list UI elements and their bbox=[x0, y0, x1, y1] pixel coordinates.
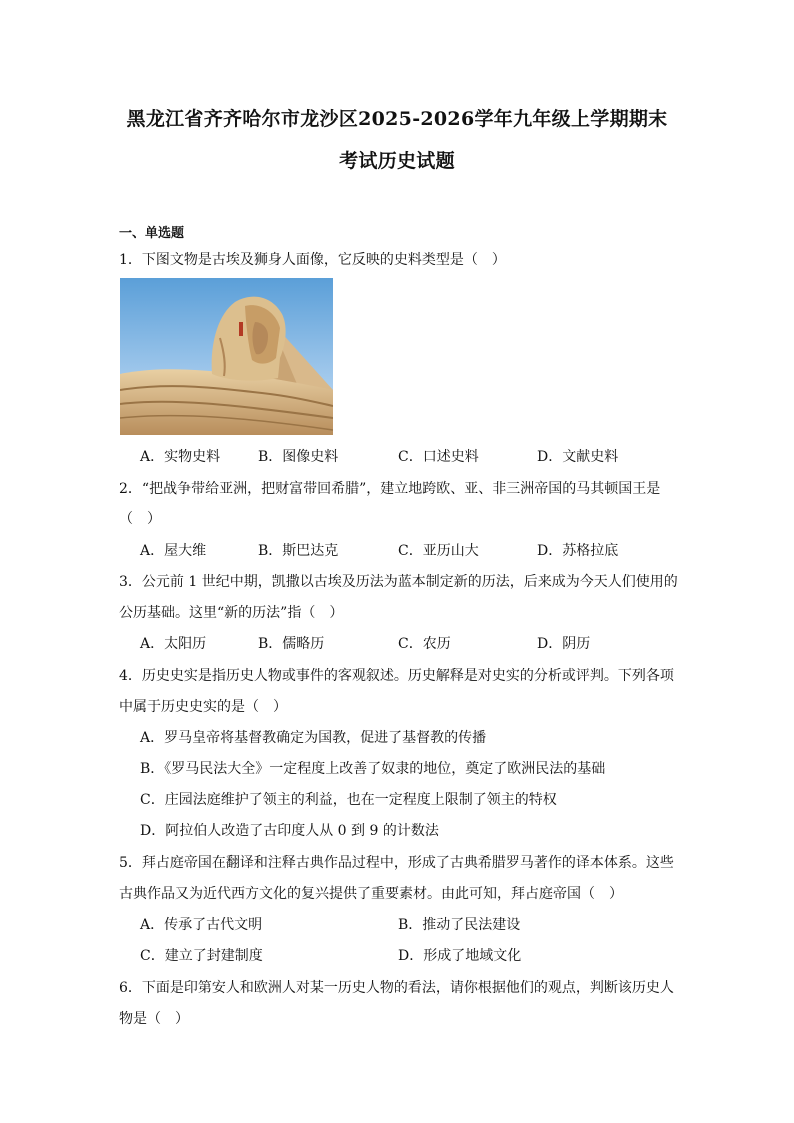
q3-option-c: C．农历 bbox=[398, 636, 451, 652]
q1-option-c: C．口述史料 bbox=[398, 449, 479, 465]
sphinx-illustration bbox=[120, 278, 333, 435]
q2-option-a: A．屋大维 bbox=[140, 543, 207, 559]
q3-option-a: A．太阳历 bbox=[140, 636, 207, 652]
q4-option-c: C．庄园法庭维护了领主的利益，也在一定程度上限制了领主的特权 bbox=[140, 792, 557, 808]
q1-option-b: B．图像史料 bbox=[258, 449, 339, 465]
q1-option-a: A．实物史料 bbox=[140, 449, 221, 465]
q1-option-d: D．文献史料 bbox=[537, 449, 619, 465]
question-6-stem-line-1: 6．下面是印第安人和欧洲人对某一历史人物的看法，请你根据他们的观点，判断该历史人 bbox=[119, 980, 674, 996]
exam-title-line-1: 黑龙江省齐齐哈尔市龙沙区2025-2026学年九年级上学期期末 bbox=[126, 108, 668, 130]
question-1-stem: 1．下图文物是古埃及狮身人面像，它反映的史料类型是（ ） bbox=[119, 252, 506, 268]
question-3-stem-line-1: 3．公元前 1 世纪中期，凯撒以古埃及历法为蓝本制定新的历法，后来成为今天人们使用的 bbox=[119, 574, 678, 590]
q5-option-b: B．推动了民法建设 bbox=[398, 917, 521, 933]
q2-option-d: D．苏格拉底 bbox=[537, 543, 619, 559]
q2-option-c: C．亚历山大 bbox=[398, 543, 479, 559]
q5-option-d: D．形成了地域文化 bbox=[398, 948, 522, 964]
q5-option-c: C．建立了封建制度 bbox=[140, 948, 263, 964]
question-2-stem-line-2: （ ） bbox=[119, 511, 161, 527]
q4-option-b: B．《罗马民法大全》一定程度上改善了奴隶的地位，奠定了欧洲民法的基础 bbox=[140, 761, 606, 777]
question-3-stem-line-2: 公历基础。这里“新的历法”指（ ） bbox=[119, 605, 344, 621]
question-4-stem-line-1: 4．历史史实是指历史人物或事件的客观叙述。历史解释是对史实的分析或评判。下列各项 bbox=[119, 668, 674, 684]
question-5-stem-line-1: 5．拜占庭帝国在翻译和注释古典作品过程中，形成了古典希腊罗马著作的译本体系。这些 bbox=[119, 855, 674, 871]
question-6-stem-line-2: 物是（ ） bbox=[119, 1011, 189, 1027]
question-5-stem-line-2: 古典作品又为近代西方文化的复兴提供了重要素材。由此可知，拜占庭帝国（ ） bbox=[119, 886, 623, 902]
sphinx-photo bbox=[120, 278, 333, 435]
question-2-stem-line-1: 2．“把战争带给亚洲，把财富带回希腊”，建立地跨欧、亚、非三洲帝国的马其顿国王是 bbox=[119, 481, 661, 497]
section-heading: 一、单选题 bbox=[119, 226, 185, 241]
q3-option-b: B．儒略历 bbox=[258, 636, 325, 652]
question-4-stem-line-2: 中属于历史史实的是（ ） bbox=[119, 699, 287, 715]
q4-option-d: D．阿拉伯人改造了古印度人从 0 到 9 的计数法 bbox=[140, 823, 439, 839]
q5-option-a: A．传承了古代文明 bbox=[140, 917, 263, 933]
q2-option-b: B．斯巴达克 bbox=[258, 543, 339, 559]
q4-option-a: A．罗马皇帝将基督教确定为国教，促进了基督教的传播 bbox=[140, 730, 487, 746]
exam-title-line-2: 考试历史试题 bbox=[339, 150, 455, 172]
q3-option-d: D．阴历 bbox=[537, 636, 591, 652]
